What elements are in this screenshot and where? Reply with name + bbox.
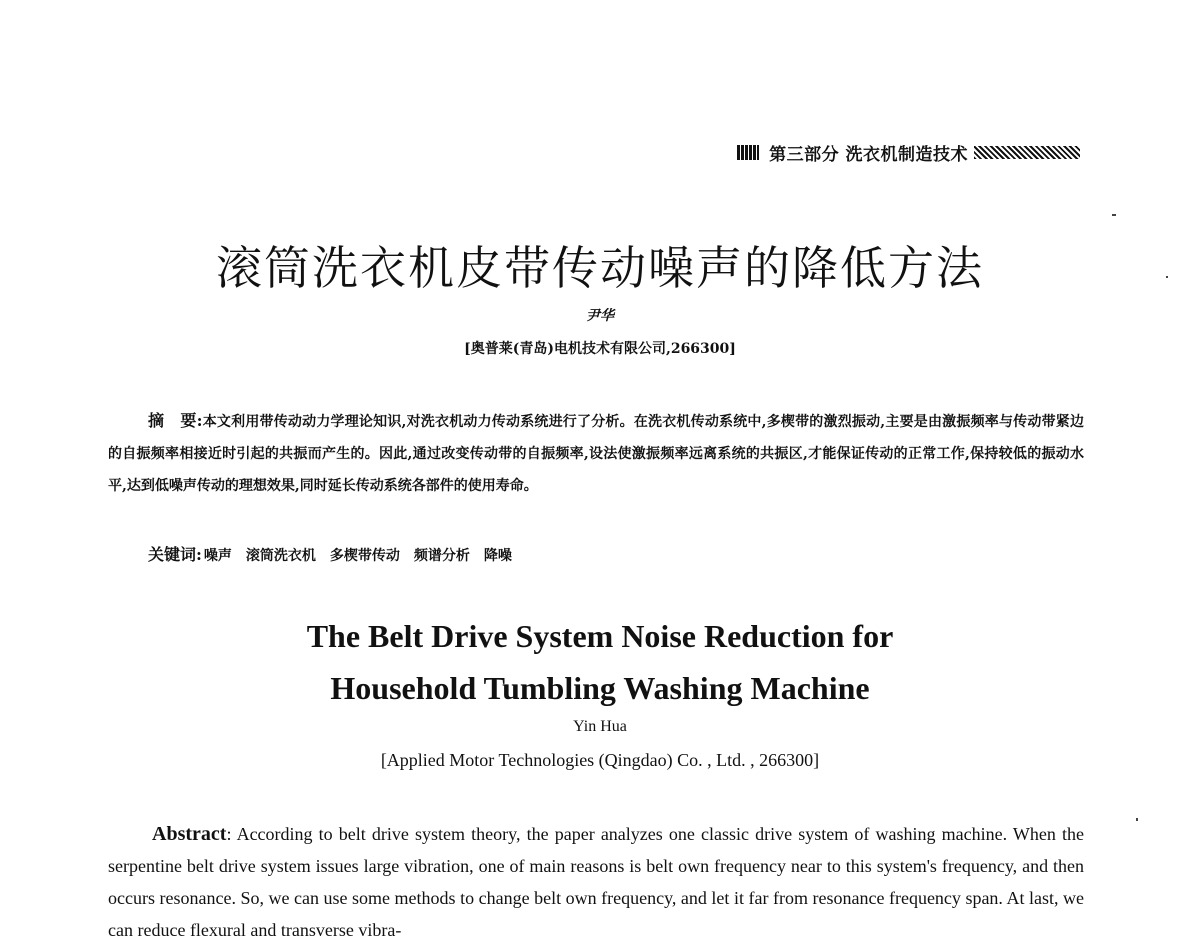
english-author: Yin Hua	[573, 718, 627, 735]
keywords-label: 关键词:	[148, 545, 202, 564]
header-ornament-right	[974, 146, 1080, 159]
english-title-line-1: The Belt Drive System Noise Reduction for	[306, 618, 894, 654]
english-affiliation: [Applied Motor Technologies (Qingdao) Co. , Ltd. , 266300]	[380, 750, 820, 770]
chinese-abstract-text: 本文利用带传动动力学理论知识,对洗衣机动力传动系统进行了分析。在洗衣机传动系统中,多楔带的激烈振动,主要是由激振频率与传动带紧边的自振频率相接近时引起的共振而产生的。因此,通过改变传动带的自振频率,设法使激振频率远离系统的共振区,才能保证传动的正常工作,保持较低的振动水平,达到低噪声传动的理想效果,同时延长传动系统各部件的使用寿命。	[108, 414, 1084, 494]
chinese-abstract-label: 摘 要:	[148, 411, 203, 430]
section-header	[737, 140, 1080, 165]
keyword: 频谱分析	[413, 548, 470, 564]
section-label: 第三部分 洗衣机制造技术	[769, 145, 968, 165]
chinese-abstract	[108, 405, 1084, 502]
scan-speck	[1112, 214, 1116, 216]
chinese-author: 尹华	[586, 308, 614, 324]
keyword: 多楔带传动	[329, 548, 400, 564]
header-ornament-left	[737, 145, 759, 160]
chinese-title: 滚筒洗衣机皮带传动噪声的降低方法	[216, 241, 984, 295]
english-title	[0, 610, 1200, 714]
keyword: 降噪	[483, 548, 512, 564]
english-abstract	[108, 818, 1084, 946]
english-abstract-text: : According to belt drive system theory, the paper analyzes one classic drive system of washing machine. When the serpentine belt drive system issues large vibration, one of main reasons is belt own frequency near to this system's frequency, and then occurs resonance. So, we can use some methods to change belt own frequency, and let it far from resonance frequency span. At last, we can reduce flexural and transverse vibra-	[108, 824, 1084, 940]
keyword: 滚筒洗衣机	[245, 548, 316, 564]
english-abstract-label: Abstract	[152, 823, 227, 845]
chinese-keywords	[148, 542, 1088, 565]
scan-speck	[1166, 276, 1168, 278]
scan-speck	[1136, 818, 1138, 821]
english-title-line-2: Household Tumbling Washing Machine	[330, 670, 870, 706]
keyword: 噪声	[203, 548, 232, 564]
chinese-affiliation: [奥普莱(青岛)电机技术有限公司,266300]	[464, 341, 736, 357]
